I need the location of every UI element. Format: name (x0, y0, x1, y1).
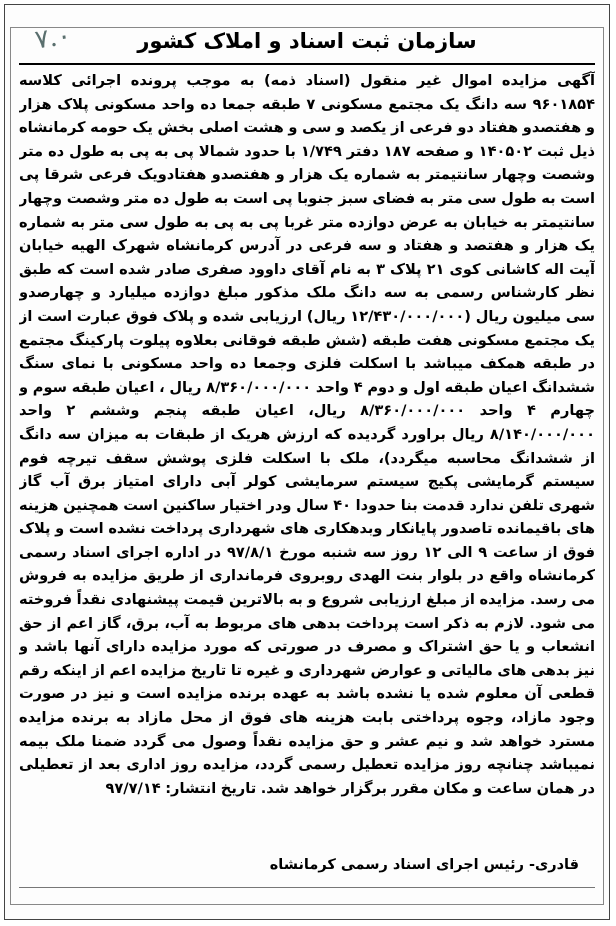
bottom-divider (19, 887, 595, 888)
handwritten-note: ۷.۰ (33, 20, 74, 56)
signature-line: قادری- رئیس اجرای اسناد رسمی کرمانشاه (269, 857, 579, 873)
notice-title: سازمان ثبت اسناد و املاک کشور (137, 29, 477, 53)
title-divider (19, 63, 595, 65)
notice-body-text: آگهی مزایده اموال غیر منقول (اسناد ذمه) به موجب پرونده اجرائی کلاسه ۹۶۰۱۸۵۴ سه دانگ یک مجتمع مسکونی ۷ طبقه جمعا ده واحد مسکونی پلاک هزار و هفتصدو هفتاد دو فرعی از یکصد و سی و هشت اصلی بخش یک حومه کرمانشاه ذیل ثبت ۱۴۰۵۰۲ و صفحه ۱۸۷ دفتر ۱/۷۴۹ با حدود شمالا پی به پی به طول ده متر وشصت وچهار سانتیمتر به شماره یک هزار و هفتصدو هفتادویک فرعی شرقا پی است به طول سی متر به فضای سبز جنوبا پی است به طول ده متر وشصت وچهار سانتیمتر به خیابان به عرض دوازده متر غربا پی به پی به طول سی متر به شماره یک هزار و هفتصد و هفتاد و سه فرعی در آدرس کرمانشاه شهرک الهیه خیابان آیت اله کاشانی کوی ۲۱ پلاک ۳ به نام آقای داوود صفری صادر شده است که طبق نظر کارشناس رسمی به سه دانگ ملک مذکور مبلغ دوازده میلیارد و چهارصدو سی میلیون ریال (۱۲/۴۳۰/۰۰۰/۰۰۰ ریال) ارزیابی شده و پلاک فوق عبارت است از یک مجتمع مسکونی هفت طبقه (شش طبقه فوقانی بعلاوه پیلوت پارکینگ مجتمع در طبقه همکف میباشد با اسکلت فلزی وجمعا ده واحد مسکونی با نمای سنگ ششدانگ اعیان طبقه اول و دوم ۴ واحد ۸/۳۶۰/۰۰۰/۰۰۰ ریال ، اعیان طبقه سوم و چهارم ۴ واحد ۸/۳۶۰/۰۰۰/۰۰۰ ریال، اعیان طبقه پنجم وششم ۲ واحد ۸/۱۴۰/۰۰۰/۰۰۰ ریال براورد گردیده که ارزش هریک از طبقات به میزان سه دانگ از ششدانگ محاسبه میگردد)، ملک با اسکلت فلزی پوشش سقف تیرچه فوم سیستم گرمایشی پکیج سیستم سرمایشی کولر آبی دارای امتیاز برق آب گاز شهری تلفن ندارد قدمت بنا حدودا ۴۰ سال ودر اختیار ساکنین است همچنین هزینه های باقیمانده تاصدور پایانکار وبدهکاری های شهرداری پرداخت نشده است و پلاک فوق از ساعت ۹ الی ۱۲ روز سه شنبه مورخ ۹۷/۸/۱ در اداره اجرای اسناد رسمی کرمانشاه واقع در بلوار بنت الهدی روبروی فرمانداری از طریق مزایده به فروش می رسد. مزایده از مبلغ ارزیابی شروع و به بالاترین قیمت پیشنهادی نقداً فروخته می شود. لازم به ذکر است پرداخت بدهی های مربوط به آب، برق، گاز اعم از حق انشعاب و یا حق اشتراک و مصرف در صورتی که مورد مزایده دارای آنها باشد و نیز بدهی های مالیاتی و عوارض شهرداری و غیره تا تاریخ مزایده اعم از اینکه رقم قطعی آن معلوم شده یا نشده باشد به عهده برنده مزایده است و نیز در صورت وجود مازاد، وجوه پرداختی بابت هزینه های فوق از محل مازاد به برنده مزایده مسترد خواهد شد و نیم عشر و حق مزایده نقداً وصول می گردد ضمنا ملک بیمه نمیباشد چنانچه روز مزایده تعطیل رسمی گردد، مزایده روز اداری بعد از تعطیلی در همان ساعت و مکان مقرر برگزار خواهد شد. (19, 72, 595, 797)
publish-date: تاریخ انتشار: ۹۷/۷/۱۴ (105, 779, 257, 797)
notice-body (19, 69, 595, 845)
notice-frame (4, 4, 610, 920)
